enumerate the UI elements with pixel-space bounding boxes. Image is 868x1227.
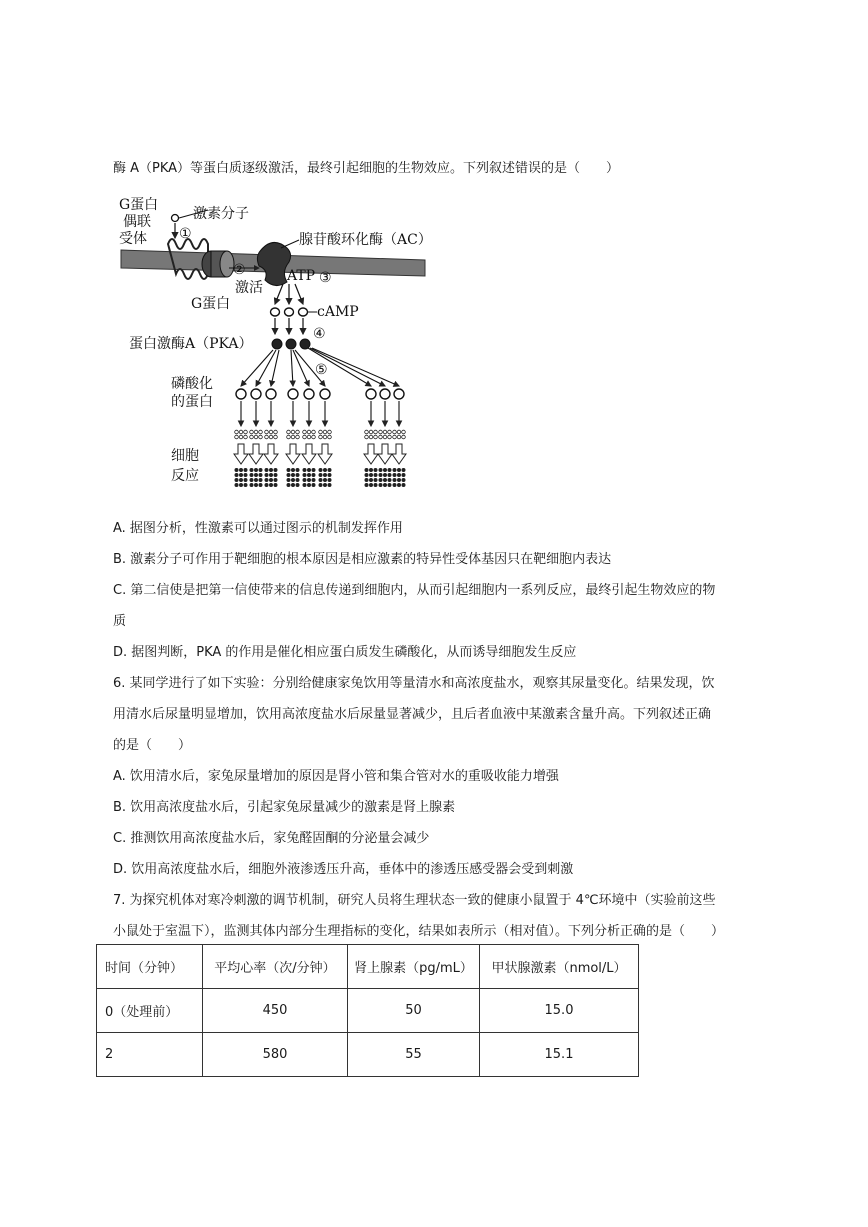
response-dot [388, 430, 392, 434]
g-protein-label: G蛋白 [191, 296, 231, 312]
response-dot [402, 478, 406, 482]
response-dot [402, 435, 406, 439]
response-dot [239, 468, 243, 472]
response-dot [369, 468, 373, 472]
response-dot [402, 483, 406, 487]
response-dot [393, 483, 397, 487]
response-dot [291, 435, 295, 439]
response-dot [319, 478, 323, 482]
response-dot [259, 483, 263, 487]
response-dot [388, 435, 392, 439]
response-dot [374, 430, 378, 434]
hollow-arrow-icon [378, 444, 392, 464]
response-dot [307, 478, 311, 482]
step-4: ④ [313, 326, 326, 342]
response-dot [393, 430, 397, 434]
response-dot [397, 483, 401, 487]
receptor-label-3: 受体 [119, 231, 147, 247]
q6-option-a: A. 饮用清水后，家兔尿量增加的原因是肾小管和集合管对水的重吸收能力增强 [113, 769, 559, 784]
response-dot [369, 430, 373, 434]
response-dot [291, 430, 295, 434]
table-cell: 50 [348, 989, 480, 1033]
intro-line: 酶 A（PKA）等蛋白质逐级激活，最终引起细胞的生物效应。下列叙述错误的是（ ） [113, 161, 620, 176]
hollow-arrow-icon [302, 444, 316, 464]
response-dot [269, 483, 273, 487]
activate-label: 激活 [235, 280, 263, 296]
table-cell: 15.1 [480, 1033, 639, 1077]
response-dot [244, 435, 248, 439]
response-dot [250, 468, 254, 472]
q5-option-c-cont: 质 [113, 614, 127, 629]
response-dot [287, 435, 291, 439]
response-dot [250, 473, 254, 477]
response-dot [379, 473, 383, 477]
response-dot [235, 473, 239, 477]
hollow-arrow-icon [249, 444, 263, 464]
hollow-arrow-icon [392, 444, 406, 464]
response-dot [239, 478, 243, 482]
response-dot [383, 435, 387, 439]
table-cell: 2 [97, 1033, 203, 1077]
table-cell: 450 [203, 989, 348, 1033]
response-dot [287, 430, 291, 434]
response-dot [254, 473, 258, 477]
response-dot [259, 478, 263, 482]
response-dot [265, 468, 269, 472]
response-dot [369, 435, 373, 439]
hollow-arrow-icon [364, 444, 378, 464]
ac-label: 腺苷酸环化酶（AC） [299, 232, 432, 248]
g-protein-icon [202, 251, 234, 277]
response-dot [374, 468, 378, 472]
q5-option-c: C. 第二信使是把第一信使带来的信息传递到细胞内，从而引起细胞内一系列反应，最终引起生物效应的物 [113, 583, 716, 598]
response-dot [323, 478, 327, 482]
table-header-adrenaline: 肾上腺素（pg/mL） [348, 945, 480, 989]
response-dot [379, 435, 383, 439]
response-dot [291, 483, 295, 487]
response-dot [254, 478, 258, 482]
response-dot [402, 430, 406, 434]
response-dot [319, 468, 323, 472]
table-cell: 15.0 [480, 989, 639, 1033]
response-dot [303, 435, 307, 439]
atp-label: ATP [287, 268, 316, 284]
response-dot [402, 468, 406, 472]
response-dot [319, 483, 323, 487]
receptor-label-2: 偶联 [123, 214, 151, 230]
response-dot [265, 478, 269, 482]
response-dot [235, 468, 239, 472]
response-dot [239, 473, 243, 477]
cell-response-groups [234, 430, 406, 487]
response-dot [269, 435, 273, 439]
response-dot [296, 473, 300, 477]
response-dot [269, 468, 273, 472]
response-dot [303, 473, 307, 477]
response-dot [328, 478, 332, 482]
response-dot [250, 435, 254, 439]
pka-icons [272, 339, 310, 349]
response-dot [379, 468, 383, 472]
q6-stem-1: 6. 某同学进行了如下实验：分别给健康家兔饮用等量清水和高浓度盐水，观察其尿量变化。结果发现，饮 [113, 676, 715, 691]
hormone-molecule-icon [172, 215, 179, 222]
hollow-arrow-icon [234, 444, 248, 464]
response-dot [307, 468, 311, 472]
response-dot [265, 473, 269, 477]
table-header-row [97, 945, 639, 989]
response-dot [365, 483, 369, 487]
response-dot [235, 430, 239, 434]
response-dot [328, 468, 332, 472]
response-dot [365, 473, 369, 477]
hormone-label: 激素分子 [193, 206, 249, 222]
response-dot [296, 483, 300, 487]
response-dot [274, 478, 278, 482]
hollow-arrow-icon [264, 444, 278, 464]
response-dot [254, 468, 258, 472]
q6-option-b: B. 饮用高浓度盐水后，引起家兔尿量减少的激素是肾上腺素 [113, 800, 456, 815]
step-2: ② [233, 262, 246, 278]
response-dot [312, 468, 316, 472]
response-dot [383, 473, 387, 477]
response-dot [323, 473, 327, 477]
response-dot [393, 435, 397, 439]
data-table [96, 944, 639, 1077]
response-dot [265, 430, 269, 434]
response-dot [254, 430, 258, 434]
response-dot [397, 478, 401, 482]
q6-option-c: C. 推测饮用高浓度盐水后，家兔醛固酮的分泌量会减少 [113, 831, 430, 846]
response-dot [303, 483, 307, 487]
pka-label: 蛋白激酶A（PKA） [129, 336, 253, 352]
response-dot [319, 430, 323, 434]
response-dot [383, 483, 387, 487]
cell-response-label-2: 反应 [171, 468, 199, 484]
response-dot [250, 483, 254, 487]
response-dot [291, 468, 295, 472]
q5-option-d: D. 据图判断，PKA 的作用是催化相应蛋白质发生磷酸化，从而诱导细胞发生反应 [113, 645, 577, 660]
step-3: ③ [319, 270, 332, 286]
response-dot [269, 478, 273, 482]
step-1: ① [179, 226, 192, 242]
response-dot [303, 468, 307, 472]
q5-option-a: A. 据图分析，性激素可以通过图示的机制发挥作用 [113, 521, 403, 536]
response-dot [374, 435, 378, 439]
hollow-arrow-icon [318, 444, 332, 464]
response-dot [287, 473, 291, 477]
response-dot [235, 435, 239, 439]
response-dot [365, 435, 369, 439]
table-header-heart-rate: 平均心率（次/分钟） [203, 945, 348, 989]
phosphorylated-protein-icons [236, 389, 404, 399]
response-dot [379, 430, 383, 434]
response-dot [388, 483, 392, 487]
response-dot [397, 435, 401, 439]
table-cell: 580 [203, 1033, 348, 1077]
response-dot [365, 430, 369, 434]
response-dot [239, 435, 243, 439]
hollow-arrow-icon [286, 444, 300, 464]
response-dot [254, 435, 258, 439]
response-dot [374, 483, 378, 487]
response-dot [323, 435, 327, 439]
response-dot [274, 468, 278, 472]
response-dot [388, 473, 392, 477]
q6-option-d: D. 饮用高浓度盐水后，细胞外液渗透压升高，垂体中的渗透压感受器会受到刺激 [113, 862, 574, 877]
response-dot [274, 483, 278, 487]
response-dot [379, 483, 383, 487]
response-dot [328, 430, 332, 434]
phospho-label-1: 磷酸化 [171, 376, 213, 392]
response-dot [379, 478, 383, 482]
response-dot [274, 430, 278, 434]
response-dot [319, 435, 323, 439]
signal-transduction-diagram [113, 188, 443, 518]
camp-label: cAMP [317, 304, 359, 320]
q7-stem-1: 7. 为探究机体对寒冷刺激的调节机制，研究人员将生理状态一致的健康小鼠置于 4℃环境中（实验前这些 [113, 893, 716, 908]
response-dot [328, 473, 332, 477]
response-dot [397, 430, 401, 434]
response-dot [402, 473, 406, 477]
response-dot [397, 468, 401, 472]
response-dot [259, 435, 263, 439]
response-dot [323, 468, 327, 472]
table-row [97, 1033, 639, 1077]
response-dot [250, 478, 254, 482]
response-dot [369, 473, 373, 477]
response-dot [259, 473, 263, 477]
response-dot [296, 468, 300, 472]
response-dot [307, 430, 311, 434]
response-dot [365, 468, 369, 472]
camp-icons [271, 308, 308, 316]
response-dot [397, 473, 401, 477]
q5-option-b: B. 激素分子可作用于靶细胞的根本原因是相应激素的特异性受体基因只在靶细胞内表达 [113, 552, 612, 567]
cell-response-label-1: 细胞 [171, 448, 199, 464]
response-dot [307, 435, 311, 439]
response-dot [388, 478, 392, 482]
response-dot [235, 478, 239, 482]
response-dot [239, 483, 243, 487]
response-dot [312, 483, 316, 487]
q7-stem-2: 小鼠处于室温下），监测其体内部分生理指标的变化，结果如表所示（相对值）。下列分析正确的是（ ） [113, 924, 725, 939]
response-dot [274, 473, 278, 477]
response-dot [244, 430, 248, 434]
response-dot [328, 435, 332, 439]
receptor-label-1: G蛋白 [119, 197, 159, 213]
q6-stem-3: 的是（ ） [113, 738, 192, 753]
response-dot [323, 430, 327, 434]
response-dot [323, 483, 327, 487]
response-dot [250, 430, 254, 434]
response-dot [307, 473, 311, 477]
response-dot [269, 430, 273, 434]
response-dot [307, 483, 311, 487]
response-dot [287, 483, 291, 487]
response-dot [265, 435, 269, 439]
response-dot [393, 473, 397, 477]
response-dot [254, 483, 258, 487]
response-dot [259, 430, 263, 434]
response-dot [369, 478, 373, 482]
response-dot [393, 478, 397, 482]
response-dot [291, 473, 295, 477]
response-dot [244, 468, 248, 472]
response-dot [296, 435, 300, 439]
response-dot [259, 468, 263, 472]
response-dot [365, 478, 369, 482]
response-dot [393, 468, 397, 472]
response-dot [274, 435, 278, 439]
table-header-thyroid: 甲状腺激素（nmol/L） [480, 945, 639, 989]
response-dot [303, 430, 307, 434]
response-dot [291, 478, 295, 482]
response-dot [287, 478, 291, 482]
response-dot [383, 478, 387, 482]
response-dot [244, 473, 248, 477]
response-dot [319, 473, 323, 477]
response-dot [328, 483, 332, 487]
response-dot [296, 430, 300, 434]
table-cell: 55 [348, 1033, 480, 1077]
table-cell: 0（处理前） [97, 989, 203, 1033]
response-dot [312, 473, 316, 477]
response-dot [312, 478, 316, 482]
response-dot [239, 430, 243, 434]
response-dot [287, 468, 291, 472]
q6-stem-2: 用清水后尿量明显增加，饮用高浓度盐水后尿量显著减少，且后者血液中某激素含量升高。下列叙述正确 [113, 707, 712, 722]
response-dot [374, 478, 378, 482]
response-dot [383, 468, 387, 472]
response-dot [269, 473, 273, 477]
response-dot [244, 478, 248, 482]
response-dot [235, 483, 239, 487]
response-dot [312, 435, 316, 439]
response-dot [303, 478, 307, 482]
response-dot [296, 478, 300, 482]
table-header-time: 时间（分钟） [97, 945, 203, 989]
response-dot [244, 483, 248, 487]
response-dot [312, 430, 316, 434]
table-row [97, 989, 639, 1033]
response-dot [388, 468, 392, 472]
response-dot [383, 430, 387, 434]
response-dot [265, 483, 269, 487]
response-dot [369, 483, 373, 487]
response-dot [374, 473, 378, 477]
step-5: ⑤ [315, 362, 328, 378]
phospho-label-2: 的蛋白 [171, 394, 213, 410]
